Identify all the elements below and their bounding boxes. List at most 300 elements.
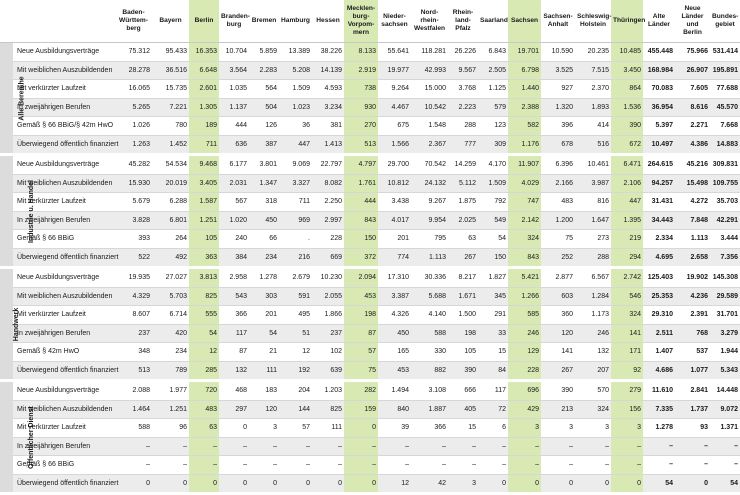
- table-cell: 840: [378, 400, 411, 419]
- table-cell: 1.200: [541, 211, 575, 230]
- table-cell: 219: [611, 230, 643, 249]
- table-cell: 513: [115, 361, 152, 381]
- table-cell: 26.226: [448, 43, 478, 62]
- table-cell: 70.083: [643, 80, 675, 99]
- table-cell: 12: [378, 474, 411, 494]
- table-cell: 405: [448, 400, 478, 419]
- table-cell: 20.019: [152, 174, 189, 193]
- table-cell: –: [344, 437, 378, 456]
- table-cell: 7.515: [575, 61, 611, 80]
- table-cell: 8.616: [675, 98, 710, 117]
- table-cell: 1.827: [478, 268, 508, 288]
- table-cell: 42.993: [411, 61, 448, 80]
- row-label: Überwiegend öffentlich finanziert: [13, 474, 115, 494]
- table-cell: 4.593: [312, 80, 344, 99]
- table-cell: 0: [611, 474, 643, 494]
- table-cell: 33: [478, 324, 508, 343]
- table-cell: .: [279, 230, 312, 249]
- table-cell: 1.737: [675, 400, 710, 419]
- table-cell: 54.534: [152, 155, 189, 175]
- table-cell: 96: [152, 419, 189, 438]
- table-cell: 213: [541, 400, 575, 419]
- table-cell: –: [541, 437, 575, 456]
- table-cell: 45.216: [675, 155, 710, 175]
- table-cell: 6.396: [541, 155, 575, 175]
- table-cell: 1.647: [575, 211, 611, 230]
- table-cell: 45.570: [710, 98, 740, 117]
- category-label-text: Öffentlicher Dienst: [27, 405, 35, 469]
- table-cell: 252: [541, 248, 575, 268]
- table-cell: 324: [611, 306, 643, 325]
- table-cell: 4.797: [344, 155, 378, 175]
- column-header: Neue Länder und Berlin: [675, 0, 710, 43]
- row-label: Überwiegend öffentlich finanziert: [13, 361, 115, 381]
- table-cell: 603: [541, 287, 575, 306]
- table-cell: –: [643, 437, 675, 456]
- table-cell: 795: [411, 230, 448, 249]
- table-cell: 19.935: [115, 268, 152, 288]
- table-cell: 36: [279, 117, 312, 136]
- table-cell: 279: [611, 381, 643, 401]
- table-cell: 20.235: [575, 43, 611, 62]
- table-cell: 4.140: [411, 306, 448, 325]
- table-cell: 9.567: [448, 61, 478, 80]
- table-cell: 12: [189, 343, 219, 362]
- table-cell: 5.703: [152, 287, 189, 306]
- table-cell: 1.203: [312, 381, 344, 401]
- table-cell: 19.902: [675, 268, 710, 288]
- table-cell: 95.433: [152, 43, 189, 62]
- table-cell: –: [508, 456, 541, 475]
- table-cell: 118.281: [411, 43, 448, 62]
- table-cell: 0: [115, 474, 152, 494]
- column-header: [13, 0, 115, 43]
- table-cell: 31.701: [710, 306, 740, 325]
- table-cell: 10.812: [378, 174, 411, 193]
- row-label: Gemäß § 66 BBiG: [13, 456, 115, 475]
- category-label: [0, 43, 26, 155]
- table-cell: 2.367: [411, 135, 448, 155]
- table-cell: 5.859: [249, 43, 279, 62]
- table-cell: 120: [249, 400, 279, 419]
- table-cell: 123: [478, 117, 508, 136]
- table-cell: 120: [541, 324, 575, 343]
- table-cell: 309.831: [710, 155, 740, 175]
- table-cell: –: [611, 437, 643, 456]
- table-cell: –: [344, 456, 378, 475]
- table-cell: 156: [611, 400, 643, 419]
- table-cell: 1.026: [115, 117, 152, 136]
- table-cell: 2.142: [508, 211, 541, 230]
- table-cell: 1.671: [448, 287, 478, 306]
- table-cell: 264.615: [643, 155, 675, 175]
- row-label: Überwiegend öffentlich finanziert: [13, 248, 115, 268]
- table-body: [0, 43, 740, 494]
- table-cell: 14.139: [312, 61, 344, 80]
- table-cell: 141: [541, 343, 575, 362]
- table-cell: 0: [219, 474, 249, 494]
- table-cell: –: [249, 456, 279, 475]
- row-label: Gemäß § 42m HwO: [13, 343, 115, 362]
- table-cell: 1.278: [643, 419, 675, 438]
- table-cell: 159: [344, 400, 378, 419]
- table-cell: 75.966: [675, 43, 710, 62]
- column-header: Bayern: [152, 0, 189, 43]
- table-cell: 111: [249, 361, 279, 381]
- table-cell: 10.590: [541, 43, 575, 62]
- table-row: [0, 135, 740, 155]
- table-cell: 70.542: [411, 155, 448, 175]
- table-cell: 105: [189, 230, 219, 249]
- table-cell: 29.700: [378, 155, 411, 175]
- table-cell: 141: [611, 324, 643, 343]
- table-cell: 195.891: [710, 61, 740, 80]
- table-cell: 7.335: [643, 400, 675, 419]
- table-cell: 522: [115, 248, 152, 268]
- table-cell: 207: [575, 361, 611, 381]
- table-cell: 87: [344, 324, 378, 343]
- table-cell: 3.525: [541, 61, 575, 80]
- table-cell: 8.133: [344, 43, 378, 62]
- table-cell: 366: [411, 419, 448, 438]
- table-cell: 678: [541, 135, 575, 155]
- table-cell: 246: [575, 324, 611, 343]
- row-label: Mit verkürzter Laufzeit: [13, 193, 115, 212]
- table-cell: 414: [575, 117, 611, 136]
- table-cell: 591: [279, 287, 312, 306]
- table-cell: –: [115, 437, 152, 456]
- table-cell: 1.407: [643, 343, 675, 362]
- table-cell: 150: [478, 248, 508, 268]
- table-cell: 1.452: [152, 135, 189, 155]
- table-cell: 2.250: [312, 193, 344, 212]
- table-cell: 24.132: [411, 174, 448, 193]
- table-cell: 30.336: [411, 268, 448, 288]
- row-label: Neue Ausbildungsverträge: [13, 381, 115, 401]
- table-cell: 393: [115, 230, 152, 249]
- table-cell: –: [312, 456, 344, 475]
- table-cell: 2.223: [448, 98, 478, 117]
- table-cell: 588: [115, 419, 152, 438]
- table-row: [0, 80, 740, 99]
- table-cell: 5.343: [710, 361, 740, 381]
- table-cell: 25.353: [643, 287, 675, 306]
- table-cell: –: [575, 437, 611, 456]
- table-cell: 17.310: [378, 268, 411, 288]
- table-cell: 546: [611, 287, 643, 306]
- table-cell: 204: [279, 381, 312, 401]
- table-cell: 234: [249, 248, 279, 268]
- table-cell: 297: [219, 400, 249, 419]
- table-cell: 165: [378, 343, 411, 362]
- table-cell: 9.069: [279, 155, 312, 175]
- table-cell: 324: [508, 230, 541, 249]
- table-cell: 27.027: [152, 268, 189, 288]
- table-cell: 57: [344, 343, 378, 362]
- table-cell: 444: [344, 193, 378, 212]
- table-cell: 1.587: [189, 193, 219, 212]
- table-cell: 92: [611, 361, 643, 381]
- table-cell: 0: [508, 474, 541, 494]
- table-cell: 125.403: [643, 268, 675, 288]
- table-cell: 237: [312, 324, 344, 343]
- table-cell: 288: [575, 248, 611, 268]
- table-cell: 513: [344, 135, 378, 155]
- table-cell: 2.283: [249, 61, 279, 80]
- table-cell: 1.761: [344, 174, 378, 193]
- table-cell: 8.607: [115, 306, 152, 325]
- table-cell: 13.389: [279, 43, 312, 62]
- table-cell: 309: [478, 135, 508, 155]
- table-cell: 0: [279, 474, 312, 494]
- table-cell: 2.505: [478, 61, 508, 80]
- table-cell: 582: [508, 117, 541, 136]
- table-cell: 2.919: [344, 61, 378, 80]
- table-cell: 7.221: [152, 98, 189, 117]
- row-label: Mit verkürzter Laufzeit: [13, 80, 115, 99]
- table-cell: 1.464: [115, 400, 152, 419]
- header-row: [0, 0, 740, 43]
- table-cell: 1.413: [312, 135, 344, 155]
- table-row: [0, 324, 740, 343]
- table-cell: 9.468: [189, 155, 219, 175]
- table-cell: 825: [189, 287, 219, 306]
- row-label: In zweijährigen Berufen: [13, 98, 115, 117]
- table-cell: 6.567: [575, 268, 611, 288]
- table-cell: 270: [344, 117, 378, 136]
- table-cell: 7.605: [675, 80, 710, 99]
- table-cell: 5.208: [279, 61, 312, 80]
- table-cell: 8.217: [448, 268, 478, 288]
- table-cell: 1.548: [411, 117, 448, 136]
- table-cell: 636: [219, 135, 249, 155]
- table-cell: 564: [249, 80, 279, 99]
- table-cell: 390: [448, 361, 478, 381]
- table-cell: 2.271: [675, 117, 710, 136]
- table-cell: 543: [219, 287, 249, 306]
- table-cell: –: [611, 456, 643, 475]
- table-cell: 0: [249, 474, 279, 494]
- table-cell: 930: [344, 98, 378, 117]
- row-label: In zweijährigen Berufen: [13, 437, 115, 456]
- column-header: Hessen: [312, 0, 344, 43]
- table-cell: 672: [611, 135, 643, 155]
- table-cell: 29.310: [643, 306, 675, 325]
- table-cell: 455.448: [643, 43, 675, 62]
- table-row: [0, 61, 740, 80]
- table-cell: 7.848: [675, 211, 710, 230]
- table-cell: 1.395: [611, 211, 643, 230]
- table-cell: –: [152, 437, 189, 456]
- table-cell: 228: [508, 361, 541, 381]
- table-cell: 768: [675, 324, 710, 343]
- table-cell: 789: [152, 361, 189, 381]
- table-cell: 420: [152, 324, 189, 343]
- table-cell: 4.029: [508, 174, 541, 193]
- table-cell: 6.801: [152, 211, 189, 230]
- column-header: Bundes- gebiet: [710, 0, 740, 43]
- table-cell: 93: [675, 419, 710, 438]
- column-header: Saarland: [478, 0, 508, 43]
- table-row: [0, 174, 740, 193]
- table-cell: 288: [448, 117, 478, 136]
- table-cell: 291: [478, 306, 508, 325]
- table-cell: 567: [219, 193, 249, 212]
- table-cell: 16.353: [189, 43, 219, 62]
- table-cell: 54: [189, 324, 219, 343]
- column-header: Alte Länder: [643, 0, 675, 43]
- table-cell: 4.386: [675, 135, 710, 155]
- table-cell: 492: [152, 248, 189, 268]
- table-cell: –: [378, 437, 411, 456]
- table-cell: 780: [152, 117, 189, 136]
- table-cell: 1.893: [575, 98, 611, 117]
- table-cell: 585: [508, 306, 541, 325]
- table-row: [0, 268, 740, 288]
- table-row: [0, 437, 740, 456]
- category-label-text: Industrie u. Handel: [28, 179, 36, 243]
- table-cell: 1.266: [508, 287, 541, 306]
- table-cell: 0: [478, 474, 508, 494]
- table-cell: 1.305: [189, 98, 219, 117]
- table-cell: 384: [219, 248, 249, 268]
- table-cell: 1.887: [411, 400, 448, 419]
- table-cell: 2.166: [541, 174, 575, 193]
- table-cell: 3.108: [411, 381, 448, 401]
- table-cell: 282: [344, 381, 378, 401]
- table-row: [0, 155, 740, 175]
- table-cell: 21: [249, 343, 279, 362]
- table-cell: 483: [541, 193, 575, 212]
- table-row: [0, 474, 740, 494]
- table-cell: 3.768: [448, 80, 478, 99]
- table-cell: 843: [344, 211, 378, 230]
- category-label: [0, 381, 35, 494]
- table-row: [0, 43, 740, 62]
- table-cell: 2.877: [541, 268, 575, 288]
- table-cell: 969: [279, 211, 312, 230]
- table-cell: 3.234: [312, 98, 344, 117]
- table-cell: 777: [448, 135, 478, 155]
- table-cell: 0: [189, 474, 219, 494]
- table-cell: 504: [249, 98, 279, 117]
- table-cell: 216: [279, 248, 312, 268]
- table-cell: 234: [152, 343, 189, 362]
- category-label: [0, 268, 21, 381]
- table-cell: 639: [312, 361, 344, 381]
- table-cell: 6.843: [478, 43, 508, 62]
- table-cell: 774: [378, 248, 411, 268]
- table-cell: 0: [575, 474, 611, 494]
- table-cell: 75: [541, 230, 575, 249]
- table-cell: 3.987: [575, 174, 611, 193]
- row-label: Mit weiblichen Auszubildenden: [13, 174, 115, 193]
- table-cell: 324: [575, 400, 611, 419]
- table-cell: 5.397: [643, 117, 675, 136]
- table-cell: 87: [219, 343, 249, 362]
- table-cell: 117: [478, 381, 508, 401]
- table-cell: 94.257: [643, 174, 675, 193]
- table-cell: 1.284: [575, 287, 611, 306]
- table-row: [0, 456, 740, 475]
- table-cell: 4.236: [675, 287, 710, 306]
- table-cell: 8.082: [312, 174, 344, 193]
- table-cell: 2.601: [189, 80, 219, 99]
- table-cell: 516: [575, 135, 611, 155]
- table-cell: 5.679: [115, 193, 152, 212]
- table-cell: 447: [279, 135, 312, 155]
- table-cell: 1.251: [189, 211, 219, 230]
- table-cell: 4.329: [115, 287, 152, 306]
- table-cell: –: [448, 437, 478, 456]
- table-cell: 240: [219, 230, 249, 249]
- table-cell: 2.511: [643, 324, 675, 343]
- table-cell: 2.391: [675, 306, 710, 325]
- table-cell: 3: [611, 419, 643, 438]
- table-cell: 3.801: [249, 155, 279, 175]
- table-cell: 42: [411, 474, 448, 494]
- table-cell: 0: [312, 474, 344, 494]
- table-cell: 3: [249, 419, 279, 438]
- table-cell: 531.414: [710, 43, 740, 62]
- column-header: Berlin: [189, 0, 219, 43]
- table-cell: 4.686: [643, 361, 675, 381]
- table-cell: 201: [378, 230, 411, 249]
- table-cell: 669: [312, 248, 344, 268]
- table-cell: –: [478, 437, 508, 456]
- table-cell: 1.509: [478, 174, 508, 193]
- table-cell: 1.866: [312, 306, 344, 325]
- table-cell: 54: [710, 474, 740, 494]
- table-cell: 882: [411, 361, 448, 381]
- table-cell: 201: [249, 306, 279, 325]
- table-row: [0, 361, 740, 381]
- table-cell: 453: [344, 287, 378, 306]
- table-cell: 77.688: [710, 80, 740, 99]
- table-cell: 2.025: [448, 211, 478, 230]
- table-cell: 264: [152, 230, 189, 249]
- table-cell: 22.797: [312, 155, 344, 175]
- table-cell: 9.954: [411, 211, 448, 230]
- table-cell: 2.370: [575, 80, 611, 99]
- table-cell: 5.265: [115, 98, 152, 117]
- table-cell: 15.498: [675, 174, 710, 193]
- table-row: [0, 193, 740, 212]
- table-cell: 7.668: [710, 117, 740, 136]
- table-cell: 792: [478, 193, 508, 212]
- table-cell: 675: [378, 117, 411, 136]
- table-cell: 2.958: [219, 268, 249, 288]
- table-cell: 3: [448, 474, 478, 494]
- table-cell: 1.251: [152, 400, 189, 419]
- table-cell: 3.813: [189, 268, 219, 288]
- table-cell: 51: [279, 324, 312, 343]
- table-cell: –: [189, 437, 219, 456]
- table-cell: –: [508, 437, 541, 456]
- table-cell: 2.031: [219, 174, 249, 193]
- table-cell: 10.497: [643, 135, 675, 155]
- table-cell: 35.703: [710, 193, 740, 212]
- table-cell: 1.566: [378, 135, 411, 155]
- table-cell: 4.326: [378, 306, 411, 325]
- table-cell: 711: [279, 193, 312, 212]
- table-cell: 2.088: [115, 381, 152, 401]
- table-cell: 129: [508, 343, 541, 362]
- table-cell: –: [411, 437, 448, 456]
- table-cell: 168.984: [643, 61, 675, 80]
- table-cell: 927: [541, 80, 575, 99]
- table-cell: 14.448: [710, 381, 740, 401]
